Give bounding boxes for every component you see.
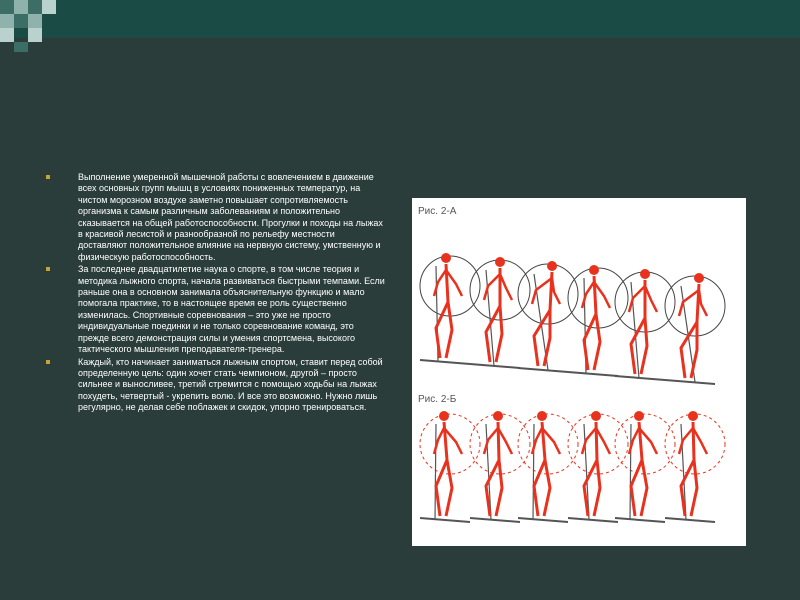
skier-figure xyxy=(615,269,675,380)
skier-figure xyxy=(568,411,628,522)
bullet-list xyxy=(46,172,386,415)
bullet-icon xyxy=(46,175,50,179)
skier-figure xyxy=(420,253,480,364)
bullet-text: За последнее двадцатилетие наука о спорте, в том числе теория и методика лыжного спорта, начала развиваться быстрыми темпами. Если раньше она в основном занимала объяснительную функцию и мало помогала практике, то в настоящее время ее роль существенно изменилась. Спортивные соревнования – это уже не просто индивидуальные поединки и не только соревнование команд, это прежде всего демонстрация силы и умения спортсмена, высокого тактического мышления преподавателя-тренера. xyxy=(78,264,385,355)
list-item xyxy=(46,264,386,355)
bullet-icon xyxy=(46,267,50,271)
figure-label-b: Рис. 2-Б xyxy=(418,394,457,405)
skier-figure xyxy=(615,411,675,522)
figure-label-a: Рис. 2-А xyxy=(418,206,457,217)
skier-figure xyxy=(665,273,725,384)
skier-figure xyxy=(470,257,530,368)
skier-figure xyxy=(665,411,725,522)
skier-figure xyxy=(518,411,578,522)
bullet-text: Каждый, кто начинает заниматься лыжным спортом, ставит перед собой определенную цель: один хочет стать чемпионом, другой – просто сильнее и выносливее, третий стремится с помощью ходьбы на лыжах похудеть, четвертый - укрепить волю. И все это возможно. Нужно лишь регулярно, не делая себе поблажек и скидок, упорно тренироваться. xyxy=(78,356,383,413)
list-item xyxy=(46,357,386,414)
skier-illustration xyxy=(412,198,746,546)
header-band xyxy=(0,0,800,38)
skier-figure xyxy=(420,411,480,522)
skier-figure xyxy=(568,265,628,376)
bullet-icon xyxy=(46,360,50,364)
list-item xyxy=(46,172,386,263)
bullet-text: Выполнение умеренной мышечной работы с вовлечением в движение всех основных групп мышц в условиях пониженных температур, на чистом морозном воздухе заметно повышает сопротивляемость организма к самым различным заболеваниям и положительно сказывается на общей работоспособности. Прогулки и походы на лыжах в красивой лесистой и разнообразной по рельефу местности доставляют положительное влияние на нервную систему, умственную и физическую работоспособность. xyxy=(78,172,383,262)
skiing-technique-figure xyxy=(412,198,746,546)
skier-figure xyxy=(470,411,530,522)
